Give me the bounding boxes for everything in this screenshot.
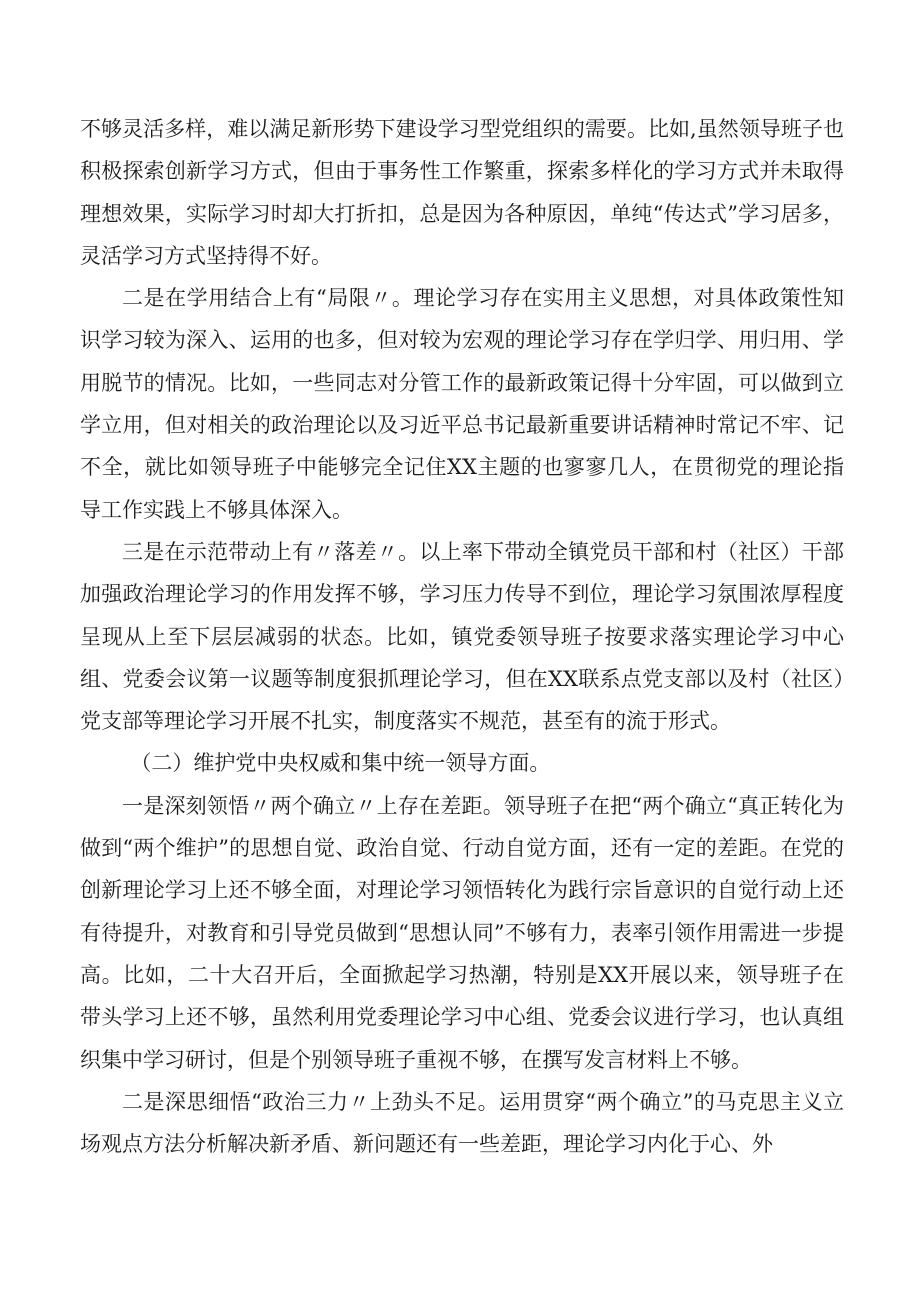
paragraph-1: 不够灵活多样，难以满足新形势下建设学习型党组织的需要。比如,虽然领导班子也积极探索创新学习方式，但由于事务性工作繁重，探索多样化的学习方式并未取得理想效果，实际学习时却大打折扣，总是因为各种原因，单纯“传达式”学习居多，灵活学习方式坚持得不好。 (80, 117, 844, 268)
paragraph-2: 二是在学用结合上有“局限〃。理论学习存在实用主义思想，对具体政策性知识学习较为深入、运用的也多，但对较为宏观的理论学习存在学归学、用归用、学用脱节的情况。比如，一些同志对分管工作的最新政策记得十分牢固，可以做到立学立用，但对相关的政治理论以及习近平总书记最新重要讲话精神时常记不牢、记不全，就比如领导班子中能够完全记住XX主题的也寥寥几人，在贯彻党的理论指导工作实践上不够具体深入。 (80, 286, 844, 522)
section-heading: （二）维护党中央权威和集中统一领导方面。 (130, 751, 551, 776)
document-body (80, 108, 844, 1165)
paragraph-3: 三是在示范带动上有〃落差〃。以上率下带动全镇党员干部和村（社区）干部加强政治理论学习的作用发挥不够，学习压力传导不到位，理论学习氛围浓厚程度呈现从上至下层层减弱的状态。比如，镇党委领导班子按要求落实理论学习中心组、党委会议第一议题等制度狠抓理论学习，但在XX联系点党支部以及村（社区）党支部等理论学习开展不扎实，制度落实不规范，甚至有的流于形式。 (80, 539, 844, 734)
paragraph-4: 一是深刻领悟〃两个确立〃上存在差距。领导班子在把“两个确立“真正转化为做到“两个维护”的思想自觉、政治自觉、行动自觉方面，还有一定的差距。在党的创新理论学习上还不够全面，对理论学习领悟转化为践行宗旨意识的自觉行动上还有待提升，对教育和引导党员做到“思想认同”不够有力，表率引领作用需进一步提高。比如，二十大召开后，全面掀起学习热潮，特别是XX开展以来，领导班子在带头学习上还不够，虽然利用党委理论学习中心组、党委会议进行学习，也认真组织集中学习研讨，但是个别领导班子重视不够，在撰写发言材料上不够。 (80, 793, 844, 1072)
paragraph-5: 二是深思细悟“政治三力〃上劲头不足。运用贯穿“两个确立”的马克思主义立场观点方法分析解决新矛盾、新问题还有一些差距，理论学习内化于心、外 (80, 1089, 844, 1157)
